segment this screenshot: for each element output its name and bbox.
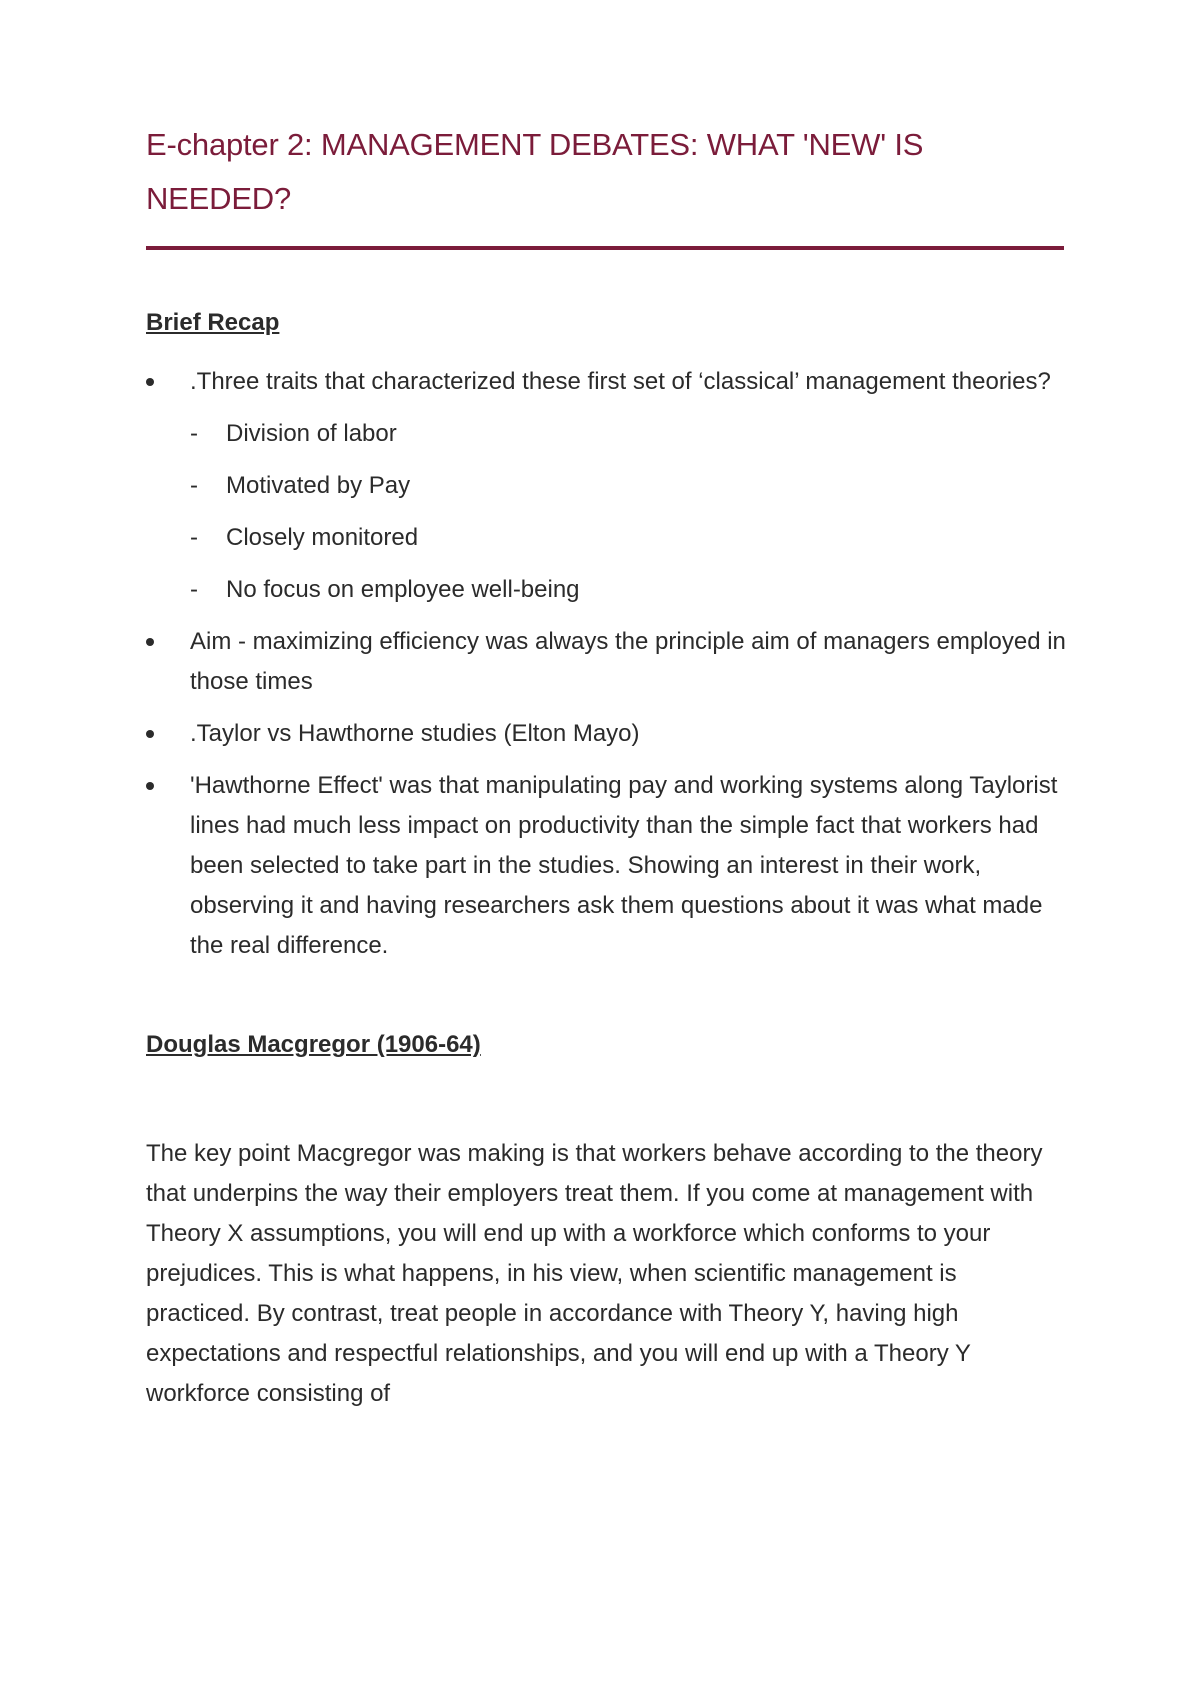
title-divider xyxy=(146,246,1064,250)
recap-bullet-item xyxy=(146,766,1066,966)
trait-item xyxy=(190,414,1066,454)
macgregor-paragraph: The key point Macgregor was making is that workers behave according to the theory that underpins the way their employers treat them. If you come at management with Theory X assumptions, you will end up with a workforce which conforms to your prejudices. This is what happens, in his view, when scientific management is practiced. By contrast, treat people in accordance with Theory Y, having high expectations and respectful relationships, and you will end up with a Theory Y workforce consisting of xyxy=(146,1140,1043,1407)
trait-text: Division of labor xyxy=(226,420,397,447)
macgregor-heading: Douglas Macgregor (1906-64) xyxy=(146,1031,481,1058)
recap-bullet-text: .Taylor vs Hawthorne studies (Elton Mayo) xyxy=(190,720,640,747)
bullet-icon xyxy=(146,782,154,790)
trait-item xyxy=(190,518,1066,558)
recap-bullet-item xyxy=(146,714,1066,754)
document-page xyxy=(146,118,1066,1414)
dash-icon: - xyxy=(190,524,198,551)
document-title: E-chapter 2: MANAGEMENT DEBATES: WHAT 'NEW' IS NEEDED? xyxy=(146,127,924,216)
trait-text: No focus on employee well-being xyxy=(226,576,580,603)
trait-text: Closely monitored xyxy=(226,524,419,551)
trait-text: Motivated by Pay xyxy=(226,472,411,499)
trait-item xyxy=(190,570,1066,610)
bullet-icon xyxy=(146,378,154,386)
bullet-icon xyxy=(146,730,154,738)
dash-icon: - xyxy=(190,420,198,447)
recap-bullet-text: 'Hawthorne Effect' was that manipulating pay and working systems along Taylorist lines had much less impact on productivity than the simple fact that workers had been selected to take part in the studies. Showing an interest in their work, observing it and having researchers ask them questions about it was what made the real difference. xyxy=(190,772,1058,959)
recap-bullet-item xyxy=(146,622,1066,702)
recap-bullet-item xyxy=(146,362,1066,610)
recap-bullet-text: .Three traits that characterized these first set of ‘classical’ management theories? xyxy=(190,368,1051,395)
traits-list xyxy=(190,414,1066,610)
recap-bullet-list xyxy=(146,362,1066,966)
bullet-icon xyxy=(146,638,154,646)
trait-item xyxy=(190,466,1066,506)
dash-icon: - xyxy=(190,576,198,603)
recap-bullet-text: Aim - maximizing efficiency was always the principle aim of managers employed in those times xyxy=(190,628,1066,695)
dash-icon: - xyxy=(190,472,198,499)
recap-heading: Brief Recap xyxy=(146,309,280,336)
